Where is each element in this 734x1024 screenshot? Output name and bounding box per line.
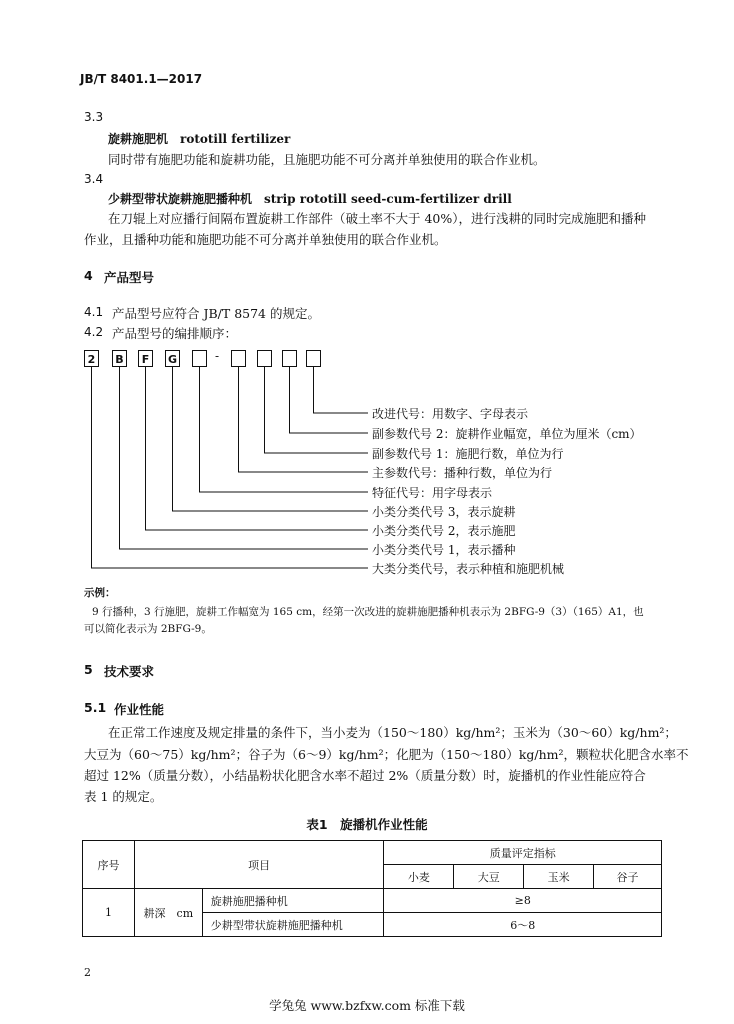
document-code: JB/T 8401.1—2017 [80, 72, 203, 86]
row-machine: 旋耕施肥播种机 [202, 889, 384, 913]
legend-main-param: 主参数代号：播种行数，单位为行 [372, 466, 553, 480]
item-text: 产品型号的编排顺序： [112, 326, 238, 341]
example-label: 示例： [84, 587, 116, 599]
clause-number: 3.3 [84, 110, 104, 124]
item-number: 4.2 [84, 325, 104, 339]
row-machine: 少耕型带状旋耕施肥播种机 [202, 913, 384, 937]
example-text: 可以简化表示为 2BFG-9。 [84, 623, 212, 635]
watermark-text: 学兔兔 www.bzfxw.com 标准下载 [269, 998, 465, 1013]
header-no: 序号 [83, 841, 135, 889]
legend-sub-param-1: 副参数代号 1：施肥行数，单位为行 [372, 447, 564, 461]
paragraph-line: 表 1 的规定。 [84, 789, 163, 804]
legend-improvement: 改进代号：用数字、字母表示 [372, 407, 529, 421]
paragraph-line: 大豆为（60～75）kg/hm²；谷子为（6～9）kg/hm²；化肥为（150～180）kg/hm²，颗粒状化肥含水率不 [84, 747, 689, 762]
section-title: 产品型号 [104, 270, 155, 285]
section-number: 4 [84, 268, 93, 283]
page-number: 2 [84, 966, 91, 979]
example-text: 9 行播种，3 行施肥，旋耕工作幅宽为 165 cm，经第一次改进的旋耕施肥播种机表示为 2BFG-9（3）（165）A1，也 [92, 606, 644, 618]
subsection-title: 作业性能 [114, 702, 165, 717]
performance-table [82, 840, 662, 937]
legend-feature: 特征代号：用字母表示 [372, 486, 493, 500]
term-definition: 在刀辊上对应播行间隔布置旋耕工作部件（破土率不大于 40%），进行浅耕的同时完成施肥和播种 [108, 211, 647, 226]
term-title: 少耕型带状旋耕施肥播种机 strip rototill seed-cum-fertilizer drill [108, 192, 512, 206]
paragraph-line: 在正常工作速度及规定排量的条件下，当小麦为（150～180）kg/hm²；玉米为（30～60）kg/hm²； [108, 725, 677, 740]
code-box-category: 2 [84, 350, 99, 367]
legend-subclass-2: 小类分类代号 2，表示施肥 [372, 524, 516, 538]
code-dash: - [215, 349, 220, 363]
subsection-number: 5.1 [84, 700, 107, 715]
code-box-subclass-3: G [165, 350, 180, 367]
legend-subclass-3: 小类分类代号 3，表示旋耕 [372, 505, 516, 519]
header-crop-soybean: 大豆 [454, 865, 524, 889]
legend-subclass-1: 小类分类代号 1，表示播种 [372, 543, 516, 557]
header-criteria: 质量评定指标 [384, 841, 662, 865]
row-no: 1 [83, 889, 135, 937]
section-number: 5 [84, 662, 93, 677]
term-title: 旋耕施肥机 rototill fertilizer [108, 132, 291, 146]
header-crop-millet: 谷子 [594, 865, 662, 889]
table-row [83, 889, 662, 913]
header-item: 项目 [134, 841, 384, 889]
row-item: 耕深 cm [134, 889, 202, 937]
legend-category: 大类分类代号，表示种植和施肥机械 [372, 562, 565, 576]
section-title: 技术要求 [104, 664, 155, 679]
row-value: 6～8 [384, 913, 662, 937]
table-title: 表1 旋播机作业性能 [306, 817, 428, 832]
item-number: 4.1 [84, 305, 104, 319]
item-text: 产品型号应符合 JB/T 8574 的规定。 [112, 306, 320, 321]
paragraph-line: 超过 12%（质量分数），小结晶粉状化肥含水率不超过 2%（质量分数）时，旋播机的作业性能应符合 [84, 768, 646, 783]
term-definition: 同时带有施肥功能和旋耕功能，且施肥功能不可分离并单独使用的联合作业机。 [108, 152, 546, 167]
term-definition: 作业，且播种功能和施肥功能不可分离并单独使用的联合作业机。 [84, 232, 447, 247]
header-crop-wheat: 小麦 [384, 865, 454, 889]
clause-number: 3.4 [84, 172, 104, 186]
header-crop-corn: 玉米 [524, 865, 594, 889]
code-box-subclass-2: F [138, 350, 153, 367]
code-box-subclass-1: B [112, 350, 127, 367]
legend-sub-param-2: 副参数代号 2：旋耕作业幅宽，单位为厘米（cm） [372, 427, 642, 441]
row-value: ≥8 [384, 889, 662, 913]
